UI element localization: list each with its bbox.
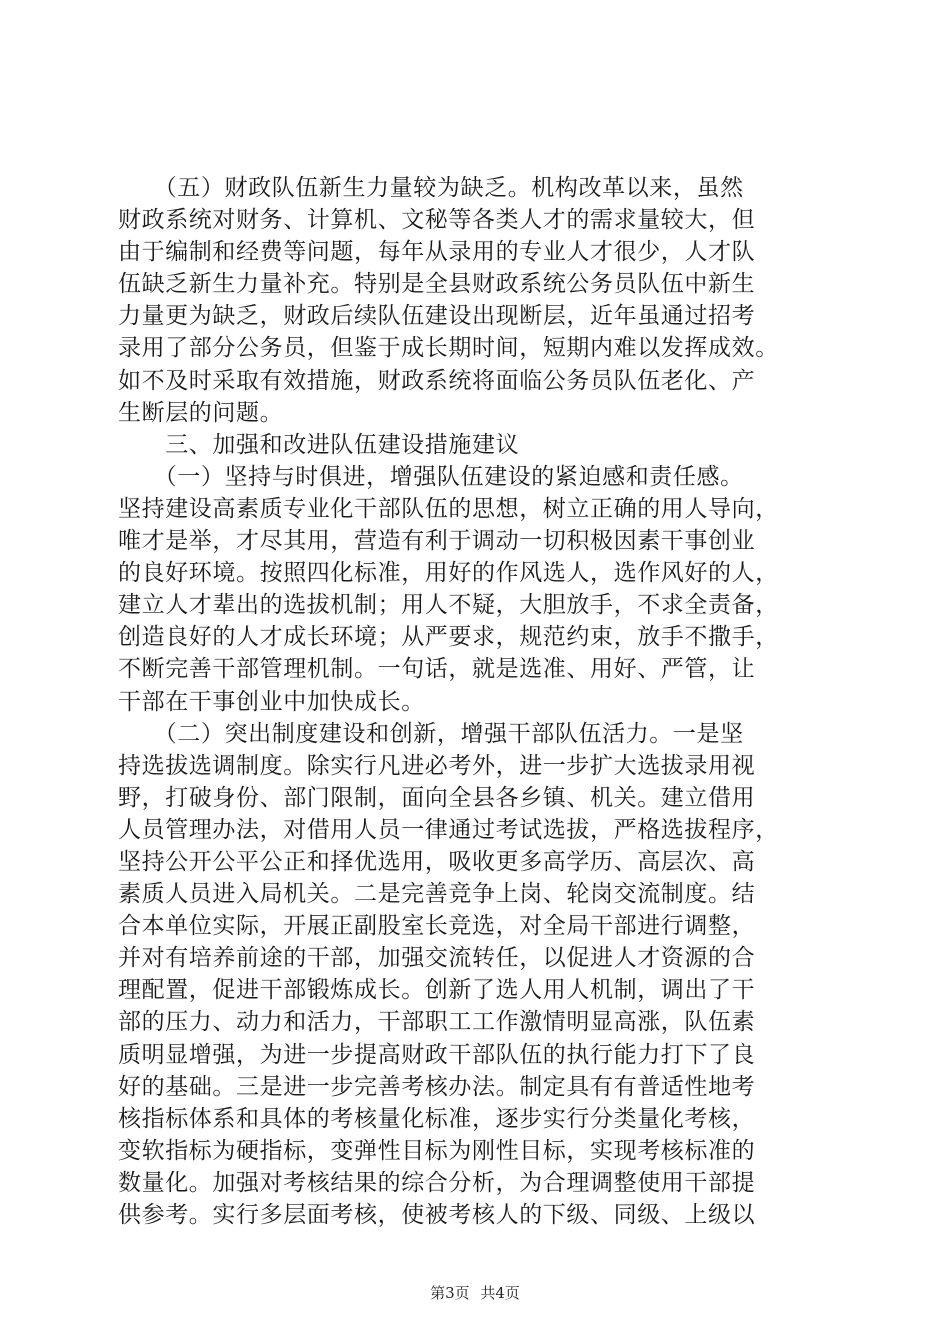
- text-line: 变软指标为硬指标，变弹性目标为刚性目标，实现考核标准的: [118, 1137, 756, 1164]
- text-line: 质明显增强，为进一步提高财政干部队伍的执行能力打下了良: [118, 1041, 756, 1068]
- text-line: 数量化。加强对考核结果的综合分析，为合理调整使用干部提: [118, 1169, 756, 1196]
- text-line: 力量更为缺乏，财政后续队伍建设出现断层，近年虽通过招考: [118, 303, 756, 330]
- text-line: 坚持公开公平公正和择优选用，吸收更多高学历、高层次、高: [118, 848, 756, 875]
- text-line: 由于编制和经费等问题，每年从录用的专业人才很少，人才队: [118, 239, 756, 266]
- page-number: 第3页: [430, 1284, 470, 1302]
- text-line: （一）坚持与时俱进，增强队伍建设的紧迫感和责任感。: [118, 463, 744, 490]
- text-line: 并对有培养前途的干部，加强交流转任，以促进人才资源的合: [118, 945, 756, 972]
- text-line: 野，打破身份、部门限制，面向全县各乡镇、机关。建立借用: [118, 784, 756, 811]
- text-line: 供参考。实行多层面考核，使被考核人的下级、同级、上级以: [118, 1202, 756, 1228]
- text-line: 如不及时采取有效措施，财政系统将面临公务员队伍老化、产: [118, 367, 756, 394]
- text-line: 持选拔选调制度。除实行凡进必考外，进一步扩大选拔录用视: [118, 752, 756, 779]
- text-line: 部的压力、动力和活力，干部职工工作激情明显高涨，队伍素: [118, 1009, 756, 1036]
- body-text: [118, 172, 838, 1231]
- text-line: 建立人才辈出的选拔机制；用人不疑，大胆放手，不求全责备，: [118, 592, 779, 619]
- text-line: 好的基础。三是进一步完善考核办法。制定具有有普适性地考: [118, 1073, 756, 1100]
- text-line: 财政系统对财务、计算机、文秘等各类人才的需求量较大，但: [118, 207, 756, 234]
- text-line: 坚持建设高素质专业化干部队伍的思想，树立正确的用人导向，: [118, 495, 779, 522]
- text-line: 的良好环境。按照四化标准，用好的作风选人，选作风好的人，: [118, 560, 779, 587]
- text-line: 三、加强和改进队伍建设措施建议: [118, 431, 520, 458]
- page-total: 共4页: [480, 1284, 520, 1302]
- text-line: 录用了部分公务员，但鉴于成长期时间，短期内难以发挥成效。: [118, 335, 779, 362]
- text-line: 生断层的问题。: [118, 399, 284, 426]
- text-line: 伍缺乏新生力量补充。特别是全县财政系统公务员队伍中新生: [118, 271, 756, 298]
- page-footer: [0, 1283, 950, 1303]
- text-line: 理配置，促进干部锻炼成长。创新了选人用人机制，调出了干: [118, 977, 756, 1004]
- text-line: 核指标体系和具体的考核量化标准，逐步实行分类量化考核，: [118, 1105, 756, 1132]
- text-line: （二）突出制度建设和创新，增强干部队伍活力。一是坚: [118, 720, 744, 747]
- text-line: 人员管理办法，对借用人员一律通过考试选拔，严格选拔程序，: [118, 816, 779, 843]
- text-line: 素质人员进入局机关。二是完善竞争上岗、轮岗交流制度。结: [118, 881, 756, 908]
- text-line: 唯才是举，才尽其用，营造有利于调动一切积极因素干事创业: [118, 528, 756, 555]
- text-line: 合本单位实际，开展正副股室长竞选，对全局干部进行调整，: [118, 913, 756, 940]
- text-line: （五）财政队伍新生力量较为缺乏。机构改革以来，虽然: [118, 175, 744, 201]
- text-line: 创造良好的人才成长环境；从严要求，规范约束，放手不撒手，: [118, 624, 779, 651]
- text-line: 不断完善干部管理机制。一句话，就是选准、用好、严管，让: [118, 656, 756, 683]
- text-line: 干部在干事创业中加快成长。: [118, 688, 425, 715]
